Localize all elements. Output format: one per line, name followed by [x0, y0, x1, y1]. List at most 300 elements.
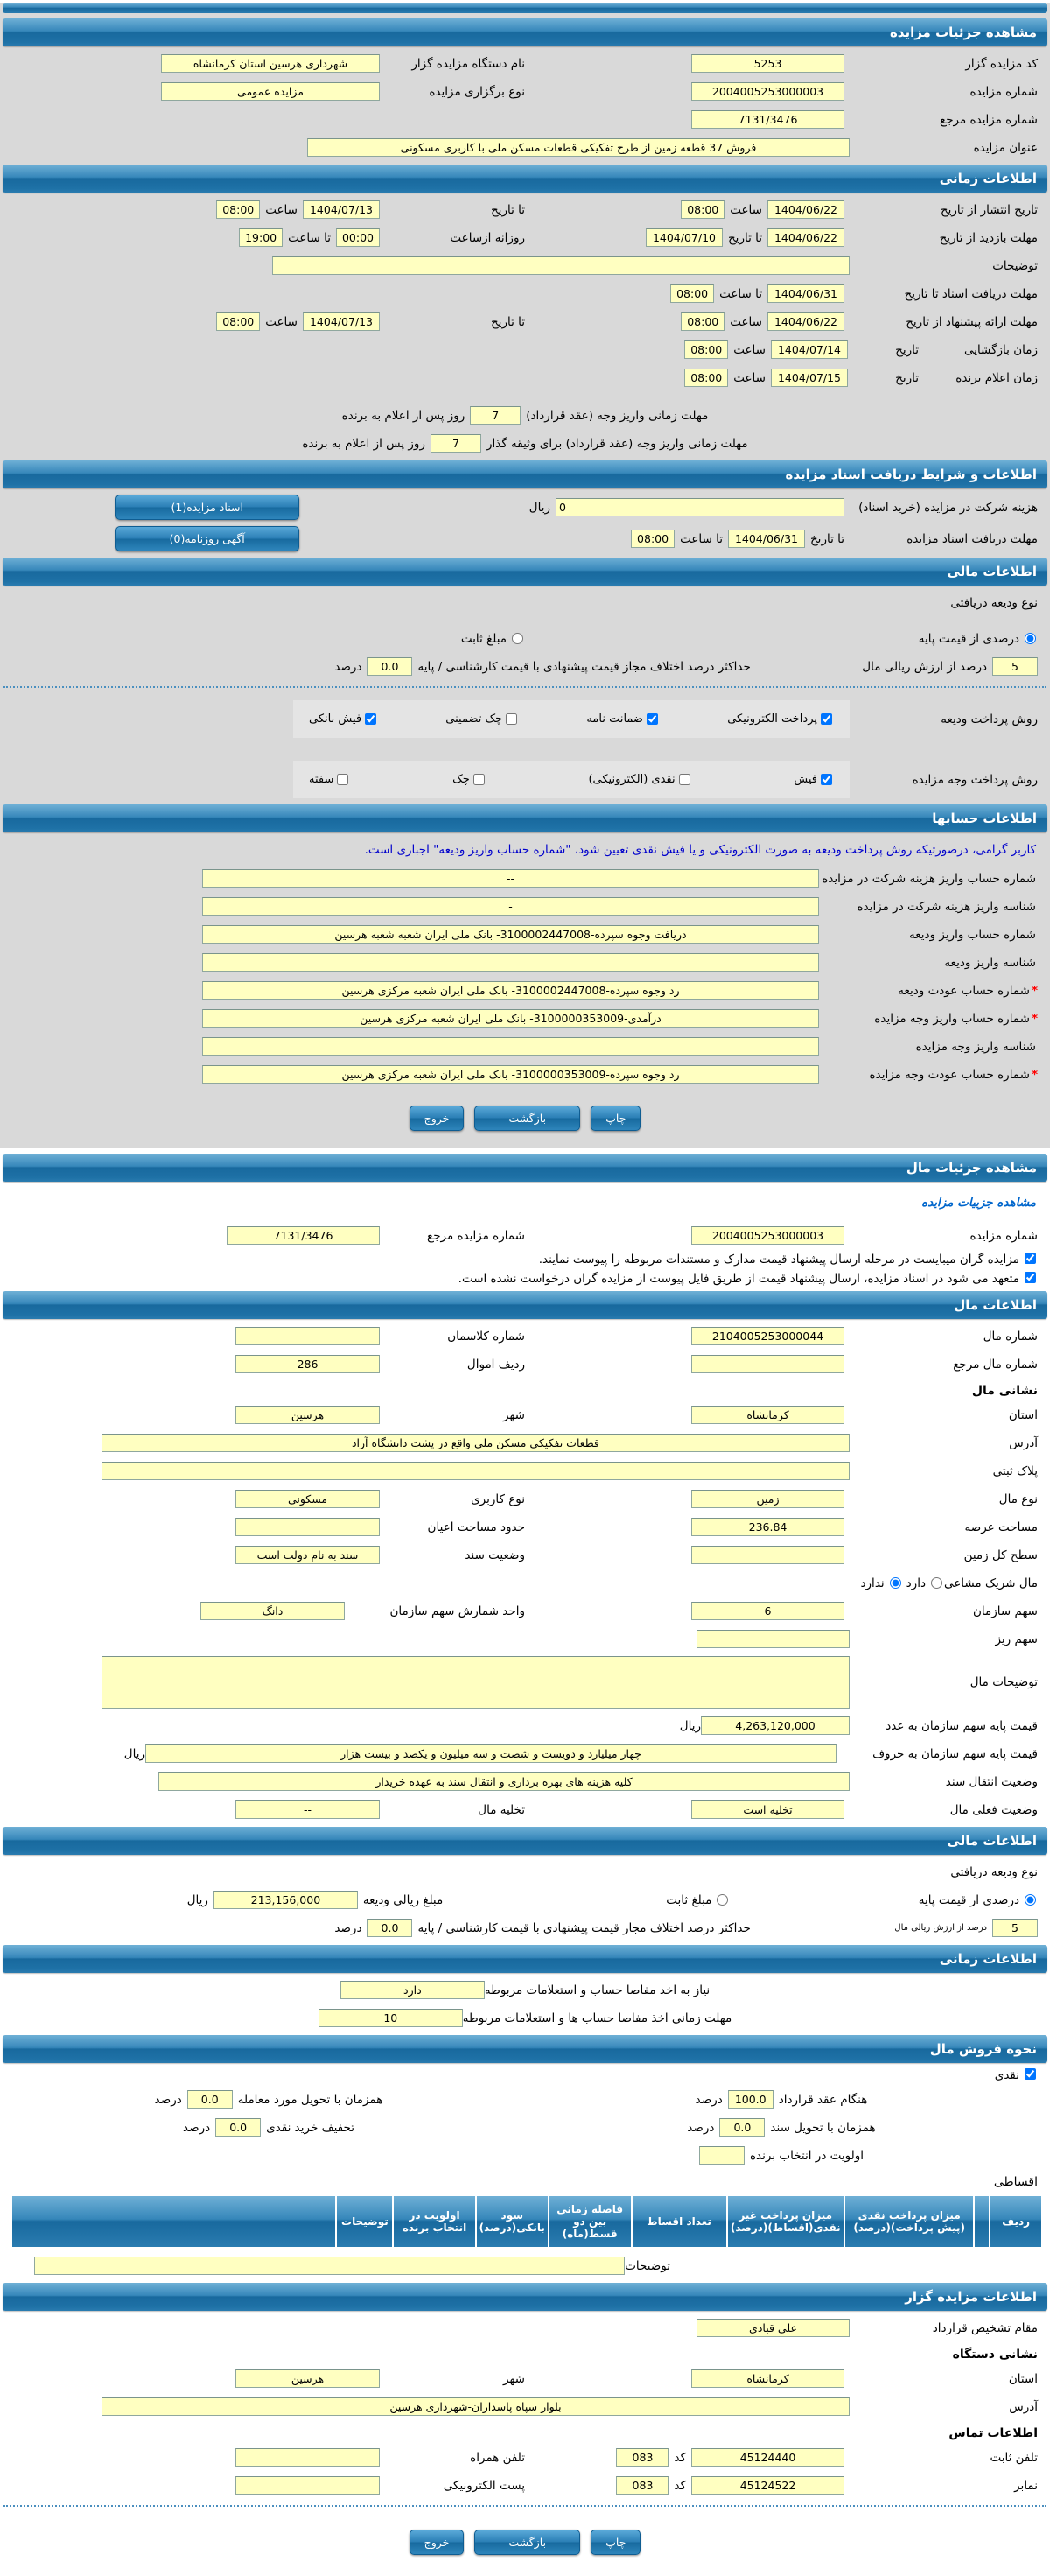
- check-checkbox[interactable]: [473, 774, 485, 785]
- section-header-organizer: اطلاعات مزایده گزار: [3, 2283, 1047, 2311]
- receipt-label: فیش: [794, 773, 817, 786]
- offer-from-date-input[interactable]: [767, 312, 844, 331]
- mal-row-number-class: [12, 1325, 1038, 1347]
- mal-ref-label: شماره مال مرجع: [953, 1357, 1038, 1372]
- price-rial-label: ریال: [679, 1718, 701, 1733]
- evacuation-input[interactable]: [235, 1800, 380, 1819]
- cash-electronic-label: نقدی (الکترونیکی): [588, 773, 676, 786]
- account-row-auction-pay: [12, 1007, 1038, 1029]
- deposit-fixed-option-label: مبلغ ثابت: [460, 631, 507, 646]
- auction-payment-method-label: روش پرداخت وجه مزایده: [912, 772, 1038, 787]
- sale-row-description: [12, 2255, 1038, 2277]
- no-price-file-text: متعهد می شود در اسناد مزایده، ارسال پیشنهاد قیمت از طریق فایل پیوست از مزایده گران درخواست نشده است.: [458, 1272, 1019, 1286]
- mal-row-address: [12, 1432, 1038, 1454]
- fax-label: نمابر: [1014, 2478, 1038, 2493]
- publish-to-date-input[interactable]: [303, 200, 380, 219]
- fin2-deposit-type-row: [12, 1861, 1038, 1883]
- promissory-note-label: سفته: [309, 773, 334, 786]
- clearance-needed-input[interactable]: [340, 1981, 485, 1999]
- mal-address-subhead: نشانی مال: [971, 1384, 1038, 1398]
- pay-deadline1-label: مهلت زمانی واریز وجه (عقد قرارداد): [526, 408, 709, 423]
- mal-row-description: [12, 1656, 1038, 1709]
- mal-city-input[interactable]: [235, 1406, 380, 1424]
- mal-province-label: استان: [1008, 1407, 1038, 1422]
- auctioneer-code-input[interactable]: [691, 54, 844, 73]
- deposit-percent-input[interactable]: [992, 657, 1038, 676]
- at-delivery-input[interactable]: [187, 2090, 233, 2109]
- usage-type-input[interactable]: [235, 1490, 380, 1508]
- timing-row-opening: [12, 339, 1038, 361]
- sub-share-input[interactable]: [696, 1630, 850, 1648]
- clearance-days-row: [12, 2007, 1038, 2029]
- print-button[interactable]: چاپ: [591, 1106, 640, 1131]
- deposit-amount-label: مبلغ ریالی ودیعه: [362, 1892, 444, 1907]
- auction-return-account-input[interactable]: [202, 1065, 819, 1084]
- required-star: *: [1031, 1011, 1038, 1026]
- docs-row-fee: [12, 495, 1038, 520]
- partner-no-label: ندارد: [860, 1576, 885, 1590]
- cash-sale-label: نقدی: [994, 2068, 1019, 2082]
- newspaper-ad-button[interactable]: آگهی روزنامه(0): [116, 526, 299, 551]
- mal-type-input[interactable]: [691, 1490, 844, 1508]
- phone-code-input[interactable]: [616, 2448, 668, 2467]
- auction-title-label: عنوان مزایده: [973, 140, 1038, 155]
- account-row-auction-return: [12, 1063, 1038, 1085]
- required-star: *: [1031, 1067, 1038, 1082]
- mal-type-label: نوع مال: [998, 1492, 1038, 1506]
- col-installment-interval: فاصله زمانی بین دو قسط(ماه): [549, 2195, 632, 2248]
- visit-daily-from-input[interactable]: [336, 228, 380, 247]
- deposit-id-input[interactable]: [202, 953, 819, 972]
- col-spacer-2: [11, 2195, 336, 2248]
- offer-hour-input[interactable]: [681, 312, 724, 331]
- property-row-input[interactable]: [235, 1355, 380, 1373]
- docs-deadline-label: مهلت دریافت اسناد مزایده: [906, 531, 1038, 546]
- land-area-input[interactable]: [691, 1518, 844, 1536]
- winner-date-label: تاریخ: [895, 370, 919, 385]
- partner-yes-radio[interactable]: [931, 1577, 942, 1589]
- fin1-percent-row: [12, 656, 1038, 677]
- opening-date-label: تاریخ: [895, 342, 919, 357]
- deposit-amount-rial-label: ریال: [186, 1892, 208, 1907]
- base-price-number-input[interactable]: [701, 1716, 850, 1735]
- contract-authority-input[interactable]: [696, 2319, 850, 2337]
- opening-hour-input[interactable]: [684, 340, 728, 359]
- attachment-required-checkbox[interactable]: [1025, 1253, 1036, 1264]
- auction-type-input[interactable]: [161, 82, 380, 101]
- fin2-fixed-option-label: مبلغ ثابت: [666, 1892, 712, 1907]
- auction-title-input[interactable]: [307, 138, 850, 157]
- fax-code-input[interactable]: [616, 2476, 668, 2495]
- attachment-required-text: مزایده گران میبایست در مرحله ارسال پیشنهاد قیمت مدارک و مستندات مربوطه را پیوست نمایند.: [538, 1253, 1019, 1267]
- fee-account-label: شماره حساب واریز هزینه شرکت در مزایده: [822, 871, 1036, 886]
- contact-subhead: اطلاعات تماس: [948, 2426, 1038, 2440]
- deposit-percent-label: درصد از ارزش ریالی مال: [862, 659, 987, 674]
- col-cash-payment: میزان پرداخت نقدی (پیش پرداخت)(درصد): [844, 2195, 975, 2248]
- fin1-deposit-type-row: [12, 592, 1038, 614]
- visit-daily-to-label: تا ساعت: [288, 230, 331, 245]
- contact-row-phone: [12, 2446, 1038, 2468]
- installment-table-header-row: [11, 2195, 1042, 2248]
- promissory-note-option[interactable]: [309, 773, 350, 786]
- deposit-pay-account-input[interactable]: [202, 925, 819, 944]
- doc-deadline-date-input[interactable]: [767, 284, 844, 303]
- opening-hour-label: ساعت: [733, 342, 766, 357]
- no-price-file-checkbox[interactable]: [1025, 1272, 1036, 1283]
- at-contract-label: هنگام عقد قرارداد: [778, 2092, 868, 2107]
- participation-fee-input[interactable]: [556, 498, 844, 516]
- check-option[interactable]: [452, 773, 486, 786]
- publish-from-label: تاریخ انتشار از تاریخ: [940, 202, 1038, 217]
- timing-desc-label: توضیحات: [992, 258, 1038, 273]
- cash-electronic-option[interactable]: [588, 773, 691, 786]
- col-description: توضیحات: [336, 2195, 393, 2248]
- phone-label: تلفن ثابت: [990, 2450, 1038, 2465]
- opening-label: زمان بازگشایی: [963, 342, 1038, 357]
- offer-to-date-input[interactable]: [303, 312, 380, 331]
- offer-to-hour-label: ساعت: [265, 314, 298, 329]
- bank-receipt-checkbox[interactable]: [365, 713, 376, 725]
- col-spacer-1: [974, 2195, 990, 2248]
- organizer-address-input[interactable]: [102, 2397, 850, 2416]
- current-status-input[interactable]: [691, 1800, 844, 1819]
- phone-input[interactable]: [691, 2448, 844, 2467]
- base-price-words-label: قیمت پایه سهم سازمان به حروف: [872, 1746, 1038, 1761]
- organization-share-input[interactable]: [691, 1602, 844, 1620]
- at-delivery-label: همزمان با تحویل مورد معامله: [237, 2092, 383, 2107]
- offer-to-label: تا تاریخ: [490, 314, 525, 329]
- auction-panel-buttons: [0, 1091, 1050, 1143]
- fax-input[interactable]: [691, 2476, 844, 2495]
- share-unit-label: واحد شمارش سهم سازمان: [389, 1604, 525, 1618]
- deposit-return-account-label: شماره حساب عودت ودیعه: [898, 983, 1030, 998]
- promissory-note-checkbox[interactable]: [337, 774, 348, 785]
- fee-account-input[interactable]: [202, 869, 819, 888]
- auctioneer-code-label: کد مزایده گزار: [965, 56, 1038, 71]
- auction-number-input[interactable]: [691, 82, 844, 101]
- deposit-id-label: شناسه واریز ودیعه: [944, 955, 1036, 970]
- accounts-notice: کاربر گرامی، درصورتیکه روش پرداخت ودیعه به صورت الکترونیکی و یا فیش نقدی تعیین شود، "شماره حساب واریز ودیعه" اجباری است.: [364, 843, 1036, 857]
- max-diff-percent-label: درصد: [334, 659, 362, 674]
- cash-sale-row: [12, 2068, 1038, 2082]
- auction-id-input[interactable]: [202, 1037, 819, 1056]
- mal-row-ref-rowno: [12, 1353, 1038, 1375]
- mal-province-input[interactable]: [691, 1406, 844, 1424]
- registration-plate-label: پلاک ثبتی: [992, 1463, 1038, 1478]
- fin2-max-diff-label: حداکثر درصد اختلاف مجاز قیمت پیشنهادی با قیمت کارشناسی / پایه: [417, 1920, 751, 1935]
- back-button[interactable]: بازگشت: [474, 1106, 580, 1131]
- joint-partner-label: مال شریک مشاعی: [943, 1576, 1038, 1590]
- mal-row-price-words: [12, 1743, 1038, 1765]
- visit-daily-to-input[interactable]: [239, 228, 283, 247]
- auction-documents-button[interactable]: اسناد مزایده(1): [116, 495, 299, 520]
- fin2-fixed-radio[interactable]: [717, 1894, 728, 1906]
- mal-auction-ref-label: شماره مزایده مرجع: [427, 1228, 525, 1243]
- mal-auction-number-label: شماره مزایده: [970, 1228, 1038, 1243]
- exit-button[interactable]: خروج: [410, 1106, 465, 1131]
- timing-row-offer: [12, 311, 1038, 333]
- cash-electronic-checkbox[interactable]: [679, 774, 690, 785]
- doc-deadline-hour-label: تا ساعت: [719, 286, 762, 301]
- col-row-number: ردیف: [990, 2195, 1042, 2248]
- classification-number-input[interactable]: [235, 1327, 380, 1345]
- building-area-input[interactable]: [235, 1518, 380, 1536]
- timing-desc-input[interactable]: [272, 256, 850, 275]
- auction-ref-input[interactable]: [691, 110, 844, 129]
- certified-check-checkbox[interactable]: [506, 713, 517, 725]
- winner-label: زمان اعلام برنده: [956, 370, 1038, 385]
- visit-from-date-input[interactable]: [767, 228, 844, 247]
- deposit-percent-radio[interactable]: [1025, 633, 1036, 644]
- pay-deadline1-suffix: روز پس از اعلام به برنده: [341, 408, 466, 423]
- guarantee-letter-checkbox[interactable]: [647, 713, 658, 725]
- back-button[interactable]: بازگشت: [474, 2530, 580, 2555]
- auction-row-ref: [12, 109, 1038, 130]
- pay-deadline1-input[interactable]: [470, 406, 521, 425]
- mal-row-status: [12, 1799, 1038, 1821]
- deed-transfer-label: وضعیت انتقال سند: [945, 1774, 1038, 1789]
- deed-status-label: وضعیت سند: [465, 1548, 525, 1562]
- auction-row-title: [12, 137, 1038, 158]
- auction-return-account-label: شماره حساب عودت وجه مزایده: [869, 1067, 1030, 1082]
- view-auction-details-link[interactable]: مشاهده جزییات مزایده: [921, 1196, 1036, 1210]
- base-price-number-label: قیمت پایه سهم سازمان به عدد: [886, 1718, 1038, 1733]
- fin2-percent-radio[interactable]: [1025, 1894, 1036, 1906]
- section-header-documents: اطلاعات و شرایط دریافت اسناد مزایده: [3, 460, 1047, 488]
- section-header-sale-method: نحوه فروش مال: [3, 2035, 1047, 2063]
- auction-pay-account-label: شماره حساب واریز وجه مزایده: [874, 1011, 1030, 1026]
- property-row-label: ردیف اموال: [466, 1357, 525, 1372]
- share-unit-input[interactable]: [200, 1602, 345, 1620]
- clearance-needed-label: نیاز به اخذ مفاصا حساب و استعلامات مربوطه: [484, 1983, 710, 1997]
- email-label: پست الکترونیکی: [443, 2478, 525, 2493]
- deposit-payment-method-label: روش پرداخت ودیعه: [941, 712, 1038, 726]
- at-contract-input[interactable]: [728, 2090, 774, 2109]
- mal-panel-buttons: [0, 2516, 1050, 2567]
- visit-daily-from-label: روزانه ازساعت: [450, 230, 525, 245]
- cash-discount-input[interactable]: [215, 2118, 261, 2137]
- max-diff-input[interactable]: [367, 657, 412, 676]
- electronic-payment-label: پرداخت الکترونیکی: [727, 712, 817, 726]
- section-header-auction-details: مشاهده جزئیات مزایده: [3, 18, 1047, 46]
- deposit-pay-account-label: شماره حساب واریز ودیعه: [909, 927, 1036, 942]
- deposit-return-account-input[interactable]: [202, 981, 819, 1000]
- timing-row-winner: [12, 367, 1038, 389]
- receipt-checkbox[interactable]: [821, 774, 832, 785]
- mal-row-type-usage: [12, 1488, 1038, 1510]
- mal-row-subshare: [12, 1628, 1038, 1650]
- required-star: *: [1031, 983, 1038, 998]
- doc-deadline-label: مهلت دریافت اسناد تا تاریخ: [904, 286, 1038, 301]
- publish-to-hour-label: ساعت: [265, 202, 298, 217]
- deed-status-input[interactable]: [235, 1546, 380, 1564]
- auction-number-label: شماره مزایده: [970, 84, 1038, 99]
- section-header-mal-info: اطلاعات مال: [3, 1291, 1047, 1319]
- fin2-max-diff-percent-label: درصد: [334, 1920, 362, 1935]
- contact-row-fax: [12, 2474, 1038, 2496]
- top-blue-strip: [3, 3, 1047, 13]
- offer-from-label: مهلت ارائه پیشنهاد از تاریخ: [906, 314, 1038, 329]
- participation-fee-label: هزینه شرکت در مزایده (خرید اسناد): [858, 500, 1038, 515]
- base-price-words-input[interactable]: [145, 1744, 836, 1763]
- bank-receipt-label: فیش بانکی: [309, 712, 362, 726]
- at-delivery-percent-label: درصد: [154, 2092, 182, 2107]
- organizer-province-input[interactable]: [691, 2369, 844, 2388]
- organizer-name-input[interactable]: [161, 54, 380, 73]
- building-area-label: حدود مساحت اعیان: [427, 1520, 525, 1534]
- auction-id-label: شناسه واریز وجه مزایده: [915, 1039, 1036, 1054]
- organizer-province-label: استان: [1008, 2371, 1038, 2386]
- max-diff-label: حداکثر درصد اختلاف مجاز قیمت پیشنهادی با قیمت کارشناسی / پایه: [417, 659, 751, 674]
- visit-to-date-input[interactable]: [646, 228, 723, 247]
- deposit-amount-input[interactable]: [214, 1891, 358, 1909]
- fin2-percent-input[interactable]: [992, 1919, 1038, 1937]
- print-button[interactable]: چاپ: [591, 2530, 640, 2555]
- electronic-payment-checkbox[interactable]: [821, 713, 832, 725]
- mal-description-textarea[interactable]: [102, 1656, 850, 1709]
- mal-description-label: توضیحات مال: [970, 1675, 1038, 1689]
- organizer-row-address: [12, 2396, 1038, 2418]
- guarantee-letter-option[interactable]: [586, 712, 660, 726]
- fin2-percent-option-label: درصدی از قیمت پایه: [918, 1892, 1019, 1907]
- doc-deadline-hour-input[interactable]: [670, 284, 714, 303]
- mal-number-input[interactable]: [691, 1327, 844, 1345]
- installment-table: [10, 2194, 1043, 2249]
- fee-id-label: شناسه واریز هزینه شرکت در مزایده: [857, 899, 1036, 914]
- deposit-percent-option-label: درصدی از قیمت پایه: [918, 631, 1019, 646]
- fin2-deposit-options-row: [12, 1889, 1038, 1911]
- certified-check-option[interactable]: [445, 712, 519, 726]
- mobile-input[interactable]: [235, 2448, 380, 2467]
- current-status-label: وضعیت فعلی مال: [949, 1802, 1038, 1817]
- total-land-label: سطح کل زمین: [963, 1548, 1038, 1562]
- organizer-row-authority: [12, 2317, 1038, 2339]
- deposit-payment-method-row: [12, 700, 1038, 738]
- electronic-payment-option[interactable]: [727, 712, 834, 726]
- mal-row-province-city: [12, 1404, 1038, 1426]
- publish-from-date-input[interactable]: [767, 200, 844, 219]
- organizer-name-label: نام دستگاه مزایده گزار: [411, 56, 525, 71]
- docs-deadline-hour-input[interactable]: [631, 530, 675, 548]
- guarantee-letter-label: ضمانت نامه: [586, 712, 643, 726]
- winner-hour-label: ساعت: [733, 370, 766, 385]
- organizer-city-label: شهر: [503, 2371, 525, 2386]
- section-header-timing: اطلاعات زمانی: [3, 165, 1047, 193]
- installment-subhead: اقساطی: [993, 2175, 1038, 2189]
- sale-row-priority: [12, 2144, 1038, 2166]
- timing-row-publish: [12, 199, 1038, 221]
- organizer-city-input[interactable]: [235, 2369, 380, 2388]
- auction-row-code-org: [12, 53, 1038, 74]
- clearance-days-input[interactable]: [318, 2009, 463, 2027]
- mal-row-land-deed: [12, 1544, 1038, 1566]
- col-bank-interest: سود بانکی(درصد): [476, 2195, 549, 2248]
- auction-type-label: نوع برگزاری مزایده: [429, 84, 525, 99]
- mal-row-area: [12, 1516, 1038, 1538]
- dotted-divider-2: [4, 2505, 1046, 2507]
- deposit-type-label: نوع ودیعه دریافتی: [950, 595, 1038, 610]
- auction-payment-method-group: [293, 761, 850, 798]
- docs-row-deadline: [12, 526, 1038, 551]
- evacuation-label: تخلیه مال: [478, 1802, 525, 1817]
- offer-to-hour-input[interactable]: [216, 312, 260, 331]
- registration-plate-input[interactable]: [102, 1462, 850, 1480]
- publish-to-label: تا تاریخ: [490, 202, 525, 217]
- mal-address-input[interactable]: [102, 1434, 850, 1452]
- fee-id-input[interactable]: [202, 897, 819, 916]
- publish-to-hour-input[interactable]: [216, 200, 260, 219]
- deed-transfer-input[interactable]: [158, 1772, 850, 1791]
- winner-priority-input[interactable]: [699, 2146, 745, 2165]
- partner-no-radio[interactable]: [890, 1577, 901, 1589]
- certified-check-label: چک تضمینی: [445, 712, 503, 726]
- at-deed-input[interactable]: [719, 2118, 765, 2137]
- winner-priority-label: اولویت در انتخاب برنده: [749, 2148, 864, 2163]
- mal-panel: [0, 1154, 1050, 2576]
- account-row-deposit-pay: [12, 923, 1038, 945]
- winner-hour-input[interactable]: [684, 369, 728, 387]
- auction-details-page: [0, 3, 1050, 2576]
- mal-auction-ref-input[interactable]: [227, 1226, 380, 1245]
- winner-date-input[interactable]: [771, 369, 848, 387]
- organizer-address-label: آدرس: [1009, 2399, 1038, 2414]
- pay-deadline2-input[interactable]: [430, 434, 481, 453]
- docs-deadline-hour-label: تا ساعت: [680, 531, 723, 546]
- mal-row-share: [12, 1600, 1038, 1622]
- organizer-row-province-city: [12, 2368, 1038, 2390]
- pay-deadline2-suffix: روز پس از اعلام به برنده: [302, 436, 425, 451]
- mal-row-price: [12, 1715, 1038, 1737]
- phone-code-label: کد: [674, 2450, 686, 2465]
- at-contract-percent-label: درصد: [695, 2092, 723, 2107]
- cash-sale-checkbox[interactable]: [1025, 2068, 1036, 2080]
- organization-share-label: سهم سازمان: [972, 1604, 1038, 1618]
- at-deed-label: همزمان با تحویل سند: [770, 2120, 876, 2135]
- sale-row-contract-delivery: [12, 2088, 1038, 2110]
- at-deed-percent-label: درصد: [687, 2120, 715, 2135]
- auction-row-number-type: [12, 81, 1038, 102]
- clearance-row: [12, 1979, 1038, 2001]
- mobile-label: تلفن همراه: [470, 2450, 525, 2465]
- mal-auction-number-input[interactable]: [691, 1226, 844, 1245]
- mal-ref-input[interactable]: [691, 1355, 844, 1373]
- total-land-input[interactable]: [691, 1546, 844, 1564]
- auction-pay-account-input[interactable]: [202, 1009, 819, 1028]
- receipt-option[interactable]: [794, 773, 834, 786]
- deposit-fixed-radio[interactable]: [512, 633, 523, 644]
- fax-code-label: کد: [674, 2478, 686, 2493]
- docs-deadline-date-label: تا تاریخ: [809, 531, 844, 546]
- clearance-days-label: مهلت زمانی اخذ مفاصا حساب ها و استعلامات مربوطه: [462, 2011, 732, 2025]
- visit-from-label: مهلت بازدید از تاریخ: [939, 230, 1038, 245]
- no-price-file-row: [12, 1272, 1038, 1286]
- exit-button[interactable]: خروج: [410, 2530, 465, 2555]
- account-row-deposit-return: [12, 979, 1038, 1001]
- dotted-divider-1: [4, 686, 1046, 688]
- docs-deadline-date-input[interactable]: [728, 530, 805, 548]
- account-row-fee-id: [12, 895, 1038, 917]
- fin2-max-diff-input[interactable]: [367, 1919, 412, 1937]
- sale-description-label: توضیحات: [625, 2258, 670, 2273]
- bank-receipt-option[interactable]: [309, 712, 378, 726]
- auction-panel: [0, 3, 1050, 1148]
- sale-description-input[interactable]: [34, 2257, 625, 2275]
- email-input[interactable]: [235, 2476, 380, 2495]
- check-label: چک: [452, 773, 470, 786]
- publish-hour-input[interactable]: [681, 200, 724, 219]
- opening-date-input[interactable]: [771, 340, 848, 359]
- land-area-label: مساحت عرصه: [964, 1520, 1038, 1534]
